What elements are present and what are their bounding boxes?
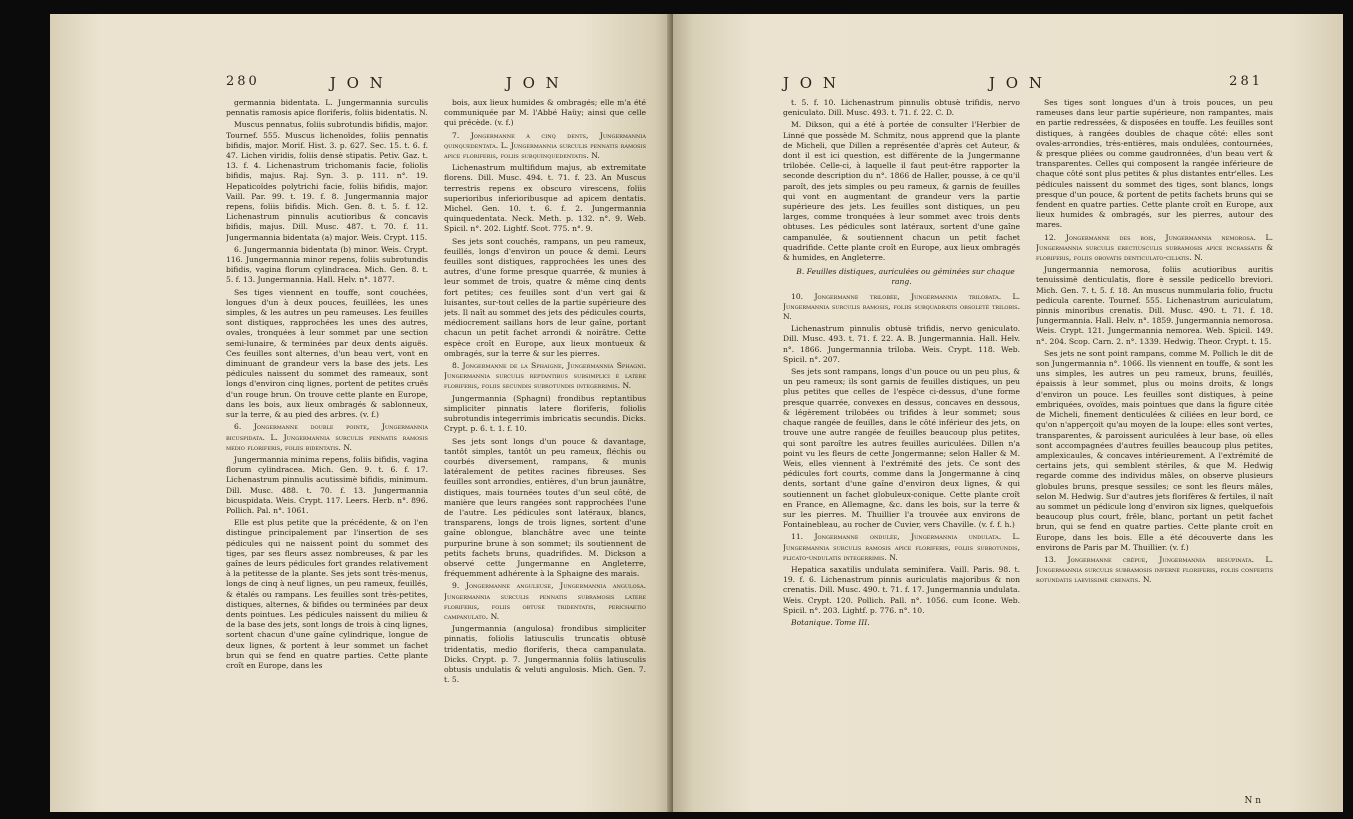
right-column-2 [1036,98,1273,788]
paragraph: Jungermannia (Sphagni) frondibus reptantibus simpliciter pinnatis latere floriferis, foliolis subrotundis integerrimis imbricatis secundis. Dicks. Crypt. p. 6. t. 1. f. 10. [444,393,646,434]
right-head-title-1: J O N [783,74,839,92]
paragraph: Jungermannia nemorosa, foliis acutioribus auritis tenuissimè denticulatis, flore è sessile pedicello breviori. Mich. Gen. 7. t. 5. f. 18. An muscus nummularia folio, fructu pedicula carente. Tournef. 555. Lichenastrum auriculatum, pinnis minoribus crenatis. Dill. Musc. 490. t. 71. f. 18. Jungermannia. Hall. Helv. n°. 1859. Jungermannia nemorosa. Weis. Crypt. 121. Jungermannia nemorea. Web. Spicil. 149. n°. 204. Scop. Carn. 2. n°. 1339. Hedwig. Theor. Crypt. t. 15. [1036,265,1273,346]
left-head-title-1: J O N [329,74,386,92]
left-column-1 [226,98,428,788]
paragraph: Jungermannia (angulosa) frondibus simpliciter pinnatis, foliolis latiusculis truncatis obtusè tridentatis, medio floriferis, theca campanulata. Dicks. Crypt. p. 7. Jungermannia foliis latiusculis obtusis undulatis & veluti angulosis. Mich. Gen. 7. t. 5. [444,624,646,685]
paragraph: 10. Jongermanne trilobée, Jungermannia trilobata. L. Jungermannia surculis ramosis, foliis subquadratis obsoletè trilobis. N. [783,291,1020,322]
paragraph: 6. Jungermannia bidentata (b) minor. Weis. Crypt. 116. Jungermannia minor repens, foliis subrotundis bifidis, vagina florum cylindracea. Mich. Gen. 8. t. 5. f. 13. Jungermannia. Hall. Helv. n°. 1877. [226,244,428,285]
right-page [673,14,1343,812]
left-column-2 [444,98,646,788]
paragraph: Jungermannia minima repens, foliis bifidis, vagina florum cylindracea. Mich. Gen. 9. t. 6. f. 17. Lichenastrum pinnulis acutissimè bifidis, minimum. Dill. Musc. 488. t. 70. f. 13. Jungermannia bicuspidata. Weis. Crypt. 117. Leers. Herb. n°. 896. Pollich. Pal. n°. 1061. [226,454,428,515]
right-column-1 [783,98,1020,788]
left-columns [226,98,646,788]
left-head-title-2: J O N [505,74,562,92]
signature-mark: N n [1244,796,1261,806]
paragraph: Elle est plus petite que la précédente, & on l'en distingue principalement par l'insertion de ses pédicules qui ne naissent point du sommet des tiges, par ses fleurs assez nombreuses, & par les gaînes de leurs pédicules fort grandes relativement à la petitesse de la plante. Ses jets sont très-menus, longs de cinq à neuf lignes, un peu rameux, feuillés, & étalés ou rampans. Les feuilles sont très-petites, distiques, alternes, & bifides ou terminées par deux dents pointues. Les pédicules naissent du milieu & de la base des jets, sont longs de trois à cinq lignes, sortent chacun d'une gaîne cylindrique, longue de deux lignes, & portent à leur sommet un fachet brun qui se fend en quatre parties. Cette plante croît en Europe, dans les [226,518,428,670]
paragraph: Ses jets sont rampans, longs d'un pouce ou un peu plus, & un peu rameux; ils sont garnis de feuilles distiques, un peu plus petites que celles de l'espèce ci-dessus, d'une forme presque quarrée, convexes en dessus, concaves en dessous, & légèrement trilobées ou trifides à leur sommet; sous chaque rangée de feuilles, dans le côté inférieur des jets, on trouve une autre rangée de feuilles beaucoup plus petites, qui sont paroître les autres feuilles auriculées. Dillen n'a point vu les fleurs de cette Jongermanne; selon Haller & M. Weis, elles viennent à l'extrémité des jets. Ce sont des pédicules fort courts, comme dans la Jongermanne à cinq dents, sortant d'une gaîne d'environ deux lignes, & qui soutiennent un fachet globuleux-conique. Cette plante croît en France, en Allemagne, &c. dans les bois, sur la terre & sur les pierres. M. Thuillier l'a trouvée aux environs de Fontainebleau, au rocher de Cuvier, vers Chaville. (v. f. f. h.) [783,367,1020,530]
paragraph: Ses jets sont couchés, rampans, un peu rameux, feuillés, longs d'environ un pouce & demi. Leurs feuilles sont distiques, rapprochées les unes des autres, d'une forme presque quarrée, & munies à leur sommet de trois, quatre & même cinq dents fort petites; ces feuilles sont d'un vert gai & luisantes, sur-tout celles de la partie supérieure des jets. Il naît au sommet des jets des pédicules courts, médiocrement saillans hors de leur gaîne, portant chacun un petit fachet arrondi & noirâtre. Cette espèce croît en Europe, aux lieux montueux & ombragés, sur la terre & sur les pierres. [444,236,646,358]
paragraph: Ses tiges sont longues d'un à trois pouces, un peu rameuses dans leur partie supérieure, non rampantes, mais en partie redressées, & disposées en touffe. Les feuilles sont distiques, à rangées doubles de chaque côté: elles sont ovales-arrondies, très-entières, mais ondulées, contournées, & presque pliées ou comme gaudronnées, d'un beau vert & transparentes. Celles qui composent la rangée inférieure de chaque côté sont plus petites & plus distantes entr'elles. Les pédicules naissent du sommet des tiges, sont blancs, longs presque d'un pouce, & portent de petits fachets bruns qui se fendent en quatre parties. Cette plante croît en Europe, aux lieux humides & ombragés, sur les pierres, autour des mares. [1036,98,1273,230]
paragraph: Ses jets sont longs d'un pouce & davantage, tantôt simples, tantôt un peu rameux, fléchis ou courbés diversement, rampans, & munis latéralement de petites racines fibreuses. Ses feuilles sont arrondies, entières, d'un brun jaunâtre, distiques, mais tournées toutes d'un seul côté, de manière que leurs rangées sont rapprochées l'une de l'autre. Les pédicules sont latéraux, blancs, transparens, longs de trois lignes, sortent d'une gaîne oblongue, blanchâtre avec une teinte purpurine brune à son sommet; ils soutiennent de petits fachets bruns, quadrifides. M. Dickson a observé cette Jungermanne en Angleterre, fréquemment adhérente à la Sphaigne des marais. [444,436,646,579]
right-running-head [783,74,1263,92]
left-page-number: 280 [226,74,260,89]
paragraph: M. Dikson, qui a été à portée de consulter l'Herbier de Linné que possède M. Schmitz, nous apprend que la plante de Micheli, que Dillen a représentée d'après cet Auteur, & dont il est ici question, est différente de la Jungermanne trilobée. Celle-ci, à laquelle il faut peut-être rapporter la seconde description du n°. 1866 de Haller, pousse, à ce qu'il paroît, des jets simples ou peu rameux, & garnis de feuilles qui vont en augmentant de grandeur vers la partie supérieure des jets. Les feuilles sont distiques, un peu larges, comme tronquées à leur sommet avec trois dents obtuses. Les pédicules sont latéraux, sortent d'une gaîne campanulée, & soutiennent chacun un petit fachet quadrifide. Cette plante croît en Europe, aux lieux ombragés & humides, en Angleterre. [783,120,1020,263]
section-heading: B. Feuilles distiques, auriculées ou géminées sur chaque rang. [796,267,1015,287]
paragraph: Ses tiges viennent en touffe, sont couchées, longues d'un à deux pouces, feuillées, les unes simples, & les autres un peu rameuses. Les feuilles sont distiques, rapprochées les unes des autres, ovales, tronquées à leur sommet par une section semi-lunaire, & terminées par deux dents aiguës. Ces feuilles sont alternes, d'un beau vert, vont en diminuant de grandeur vers la base des jets. Les pédicules naissent du sommet des rameaux, sont longs d'environ cinq lignes, portent de petites cruës d'un rouge brun. On trouve cette plante en Europe, dans les bois, aux lieux ombragés & sablonneux, sur la terre, & au pied des arbres. (v. f.) [226,287,428,420]
paragraph: 13. Jongermanne crêpue, Jungermannia resupinata. L. Jungermannia surculis subramosis infernè floriferis, foliis confertis rotundatis laevissimè crenatis. N. [1036,554,1273,585]
left-page [50,14,673,812]
paragraph: 11. Jongermanne ondulée, Jungermannia undulata. L. Jungermannia surculis ramosis apice floriferis, foliis subrotundis, plicato-undulatis integerrimis. N. [783,532,1020,562]
paragraph: Lichenastrum multifidum majus, ab extremitate florens. Dill. Musc. 494. t. 71. f. 23. An Muscus terrestris repens ex obscuro virescens, foliis superioribus inferioribusque ad apicem dentatis. Michel. Gen. 10. t. 6. f. 2. Jungermannia quinquedentata. Neck. Meth. p. 132. n°. 9. Web. Spicil. n°. 202. Lightf. Scot. 775. n°. 9. [444,163,646,234]
paragraph: 8. Jongermanne de la Sphaigne, Jungermannia Sphagni. Jungermannia surculis reptantibus subsimplici è latere floriferis, foliis secundis subrotundis integerrimis. N. [444,361,646,391]
open-book [50,0,1343,819]
footer-title: Botanique. Tome III. [791,617,870,627]
paragraph: 12. Jongermanne des bois, Jungermannia nemorosa. L. Jungermannia surculis erectiusculis subramosis apice incrassatis & floriferis, foliis obovatis denticulato-ciliatis. N. [1036,232,1273,263]
paragraph: 7. Jongermanne à cinq dents, Jungermannia quinquedentata. L. Jungermannia surculis pennatis ramosis apice floriferis, foliis subquinquedentatis. N. [444,130,646,161]
paragraph: 6. Jongermanne double pointe, Jungermannia bicuspidata. L. Jungermannia surculis pennatis ramosis medio floriferis, foliis bidentatis. N. [226,422,428,452]
paragraph: germannia bidentata. L. Jungermannia surculis pennatis ramosis apice floriferis, foliis bidentatis. N. [226,98,428,118]
paragraph: t. 5. f. 10. Lichenastrum pinnulis obtusè trifidis, nervo geniculato. Dill. Musc. 493. t. 71. f. 22. C. D. [783,98,1020,118]
paragraph: Hepatica saxatilis undulata seminifera. Vaill. Paris. 98. t. 19. f. 6. Lichenastrum pinnis auriculatis majoribus & non crenatis. Dill. Musc. 490. t. 71. f. 17. Jungermannia undulata. Weis. Crypt. 120. Pollich. Pall. n°. 1056. cum Icone. Web. Spicil. n°. 203. Lightf. p. 776. n°. 10. [783,564,1020,615]
right-page-number: 281 [1229,74,1263,89]
right-head-title-2: J O N [988,74,1045,92]
paragraph: Muscus pennatus, foliis subrotundis bifidis, major. Tournef. 555. Muscus lichenoïdes, foliis pennatis bifidis, major. Morif. Hist. 3. p. 627. Sec. 15. t. 6. f. 47. Lichen viridis, foliis densè stipatis. Petiv. Gaz. t. 13. f. 4. Lichenastrum trichomanis facie, foliolis bifidis, majus. Raj. Syn. 3. p. 111. n°. 19. Hepaticoïdes polytrichi facie, foliis bifidis, major. Vaill. Par. 99. t. 19. f. 8. Jungermannia major repens, foliis bifidis. Mich. Gen. 8. t. 5. f. 12. Lichenastrum pinnulis acutioribus & concavis bifidis, majus. Dill. Musc. 487. t. 70. f. 11. Jungermannia bidentata (a) major. Weis. Crypt. 115. [226,120,428,242]
paragraph: Lichenastrum pinnulis obtusè trifidis, nervo geniculato. Dill. Musc. 493. t. 71. f. 22. A. B. Jungermannia. Hall. Helv. n°. 1866. Jungermannia triloba. Weis. Crypt. 118. Web. Spicil. n°. 207. [783,324,1020,364]
right-columns [783,98,1273,788]
paragraph: bois, aux lieux humides & ombragés; elle m'a été communiquée par M. l'Abbé Haüy; ainsi que celle qui précède. (v. f.) [444,98,646,128]
left-running-head [226,74,646,92]
paragraph: Ses jets ne sont point rampans, comme M. Pollich le dit de son Jungermannia n°. 1066. Ils viennent en touffe, & sont les uns simples, les autres un peu rameux, bruns, feuillés, épaissis à leur sommet, plus ou moins droits, & longs d'environ un pouce. Les feuilles sont distiques, à peine embriquées, ovoïdes, mais pointues que dans la figure citée de Micheli, finement denticulées & ciliées en leur bord, ce qu'on n'apperçoit qu'au moyen de la loupe: elles sont vertes, transparentes, & paroissent auriculées à leur base, où elles sont accompagnées d'autres feuilles beaucoup plus petites, amplexicaules, & concaves intérieurement. A l'extrémité de certains jets, qui semblent stériles, & que M. Hedwig regarde comme des individus mâles, on observe plusieurs globules bruns, presque sessiles; ce sont les fleurs mâles, selon M. Hedwig. Sur d'autres jets florifères & fertiles, il naît au sommet un pédicule long d'environ six lignes, quelquefois beaucoup plus court, frêle, blanc, portant un petit fachet brun, qui se fend en quatre parties. Cette plante croît en Europe, dans les bois. Elle a été découverte dans les environs de Paris par M. Thuillier. (v. f.) [1036,348,1273,552]
paragraph: 9. Jongermanne anguleuse, Jungermannia angulosa. Jungermannia surculis pennatis subramosis latere floriferis, foliis obtusè tridentatis, perichaetio campanulato. N. [444,581,646,621]
